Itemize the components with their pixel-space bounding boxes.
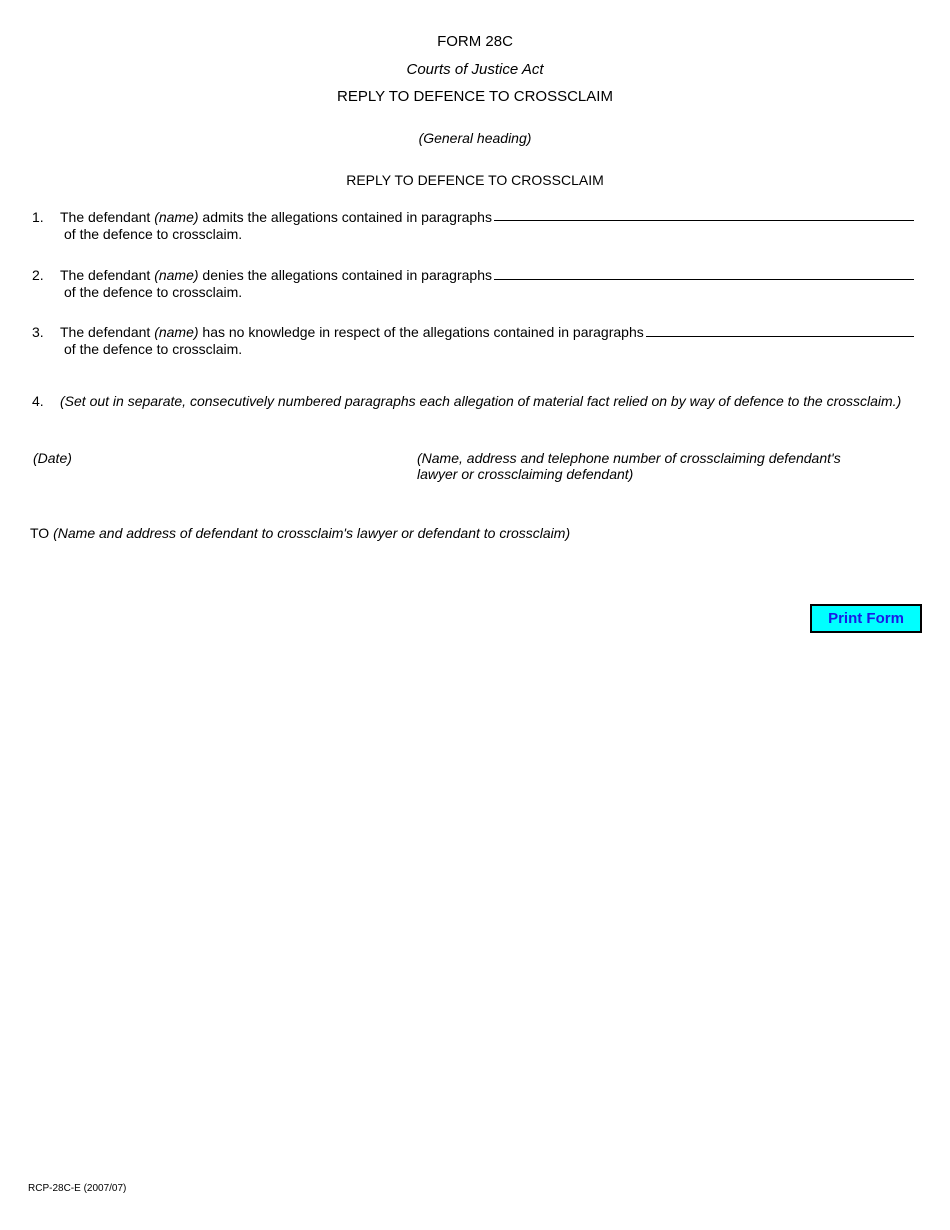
paragraph-continuation: of the defence to crossclaim. [64,341,243,357]
form-code: RCP-28C-E (2007/07) [28,1183,127,1194]
form-number: FORM 28C [437,33,513,50]
paragraphs-admitted-field[interactable] [494,220,914,221]
paragraph-continuation: of the defence to crossclaim. [64,284,243,300]
print-form-button[interactable]: Print Form [810,604,922,633]
paragraphs-denied-field[interactable] [494,279,914,280]
act-name: Courts of Justice Act [406,61,544,78]
paragraph-number: 4. [32,393,44,409]
sub-title: REPLY TO DEFENCE TO CROSSCLAIM [346,172,604,188]
paragraph-number: 2. [32,267,44,283]
paragraph-text: (Set out in separate, consecutively numbered paragraphs each allegation of material fact relied on by way of defence to the crossclaim.) [60,393,902,409]
paragraph-number: 3. [32,324,44,340]
paragraphs-no-knowledge-field[interactable] [646,336,914,337]
to-label: TO [30,525,50,541]
paragraph-text: The defendant (name) admits the allegations contained in paragraphs [60,209,492,225]
paragraph-text: The defendant (name) has no knowledge in respect of the allegations contained in paragraphs [60,324,644,340]
paragraph-number: 1. [32,209,44,225]
general-heading: (General heading) [418,130,532,146]
to-line [30,525,570,541]
paragraph-continuation: of the defence to crossclaim. [64,226,243,242]
date-label: (Date) [33,450,72,466]
signature-name-line-1: (Name, address and telephone number of crossclaiming defendant's [417,450,841,466]
signature-name-line-2: lawyer or crossclaiming defendant) [417,466,634,482]
to-text: (Name and address of defendant to crossclaim's lawyer or defendant to crossclaim) [53,525,571,541]
paragraph-text: The defendant (name) denies the allegations contained in paragraphs [60,267,492,283]
form-title: REPLY TO DEFENCE TO CROSSCLAIM [337,88,613,105]
